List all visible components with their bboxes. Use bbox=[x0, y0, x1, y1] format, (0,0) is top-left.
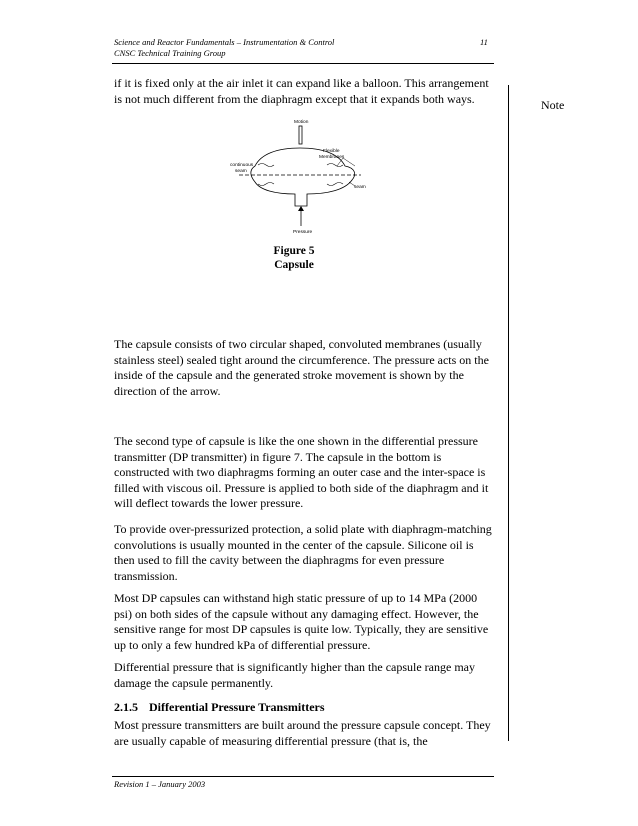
figure-caption bbox=[230, 244, 358, 272]
header-subtitle: CNSC Technical Training Group bbox=[114, 48, 226, 58]
paragraph-transmitters: Most pressure transmitters are built around the pressure capsule concept. They are usually capable of measuring differential pressure (that is, the bbox=[114, 718, 491, 748]
footer-revision: Revision 1 – January 2003 bbox=[114, 779, 206, 789]
paragraph-static-pressure: Most DP capsules can withstand high static pressure of up to 14 MPa (2000 psi) on both sides of the capsule without any damaging effect. However, the sensitive range for most DP capsules is quite low. Typically, they are sensitive up to only a few hundred kPa of differential pressure. bbox=[114, 591, 489, 652]
capsule-diagram bbox=[215, 118, 395, 238]
label-motion: Motion bbox=[294, 120, 309, 125]
paragraph-second-type: The second type of capsule is like the one shown in the differential pressure transmitter (DP transmitter) in figure 7. The capsule in the bottom is constructed with two diaphragms forming an outer case and the inter-space is filled with viscous oil. Pressure is applied to both side of the diaphragm and it will deflect towards the lower pressure. bbox=[114, 434, 489, 510]
header-divider bbox=[112, 63, 494, 64]
footer-divider bbox=[112, 776, 494, 777]
margin-note-label: Note bbox=[541, 98, 565, 112]
section-heading bbox=[114, 700, 325, 715]
page-number: 11 bbox=[480, 37, 488, 47]
label-flexible: Flexible bbox=[323, 149, 340, 154]
label-pressure: Pressure bbox=[293, 230, 313, 235]
paragraph-damage: Differential pressure that is significantly higher than the capsule range may damage the capsule permanently. bbox=[114, 660, 475, 690]
margin-divider bbox=[508, 85, 509, 741]
header-title: Science and Reactor Fundamentals – Instrumentation & Control bbox=[114, 37, 335, 47]
label-membranes: Membranes bbox=[319, 155, 345, 160]
label-seam-right: seam bbox=[354, 185, 366, 190]
paragraph-intro: if it is fixed only at the air inlet it can expand like a balloon. This arrangement is not much different from the diaphragm except that it expands both ways. bbox=[114, 76, 489, 106]
label-seam: seam bbox=[235, 169, 247, 174]
figure-number: Figure 5 bbox=[273, 245, 315, 257]
paragraph-capsule-desc: The capsule consists of two circular shaped, convoluted membranes (usually stainless steel) sealed tight around the circumference. The pressure acts on the inside of the capsule and the generated stroke movement is shown by the direction of the arrow. bbox=[114, 337, 489, 398]
paragraph-over-pressure: To provide over-pressurized protection, a solid plate with diaphragm-matching convolutions is usually mounted in the center of the capsule. Silicone oil is then used to fill the cavity between the diaphragms for even pressure transmission. bbox=[114, 522, 492, 583]
section-title: Differential Pressure Transmitters bbox=[149, 700, 325, 714]
label-continuous: continuous bbox=[230, 163, 254, 168]
figure-title: Capsule bbox=[274, 259, 314, 271]
section-number: 2.1.5 bbox=[114, 700, 138, 714]
